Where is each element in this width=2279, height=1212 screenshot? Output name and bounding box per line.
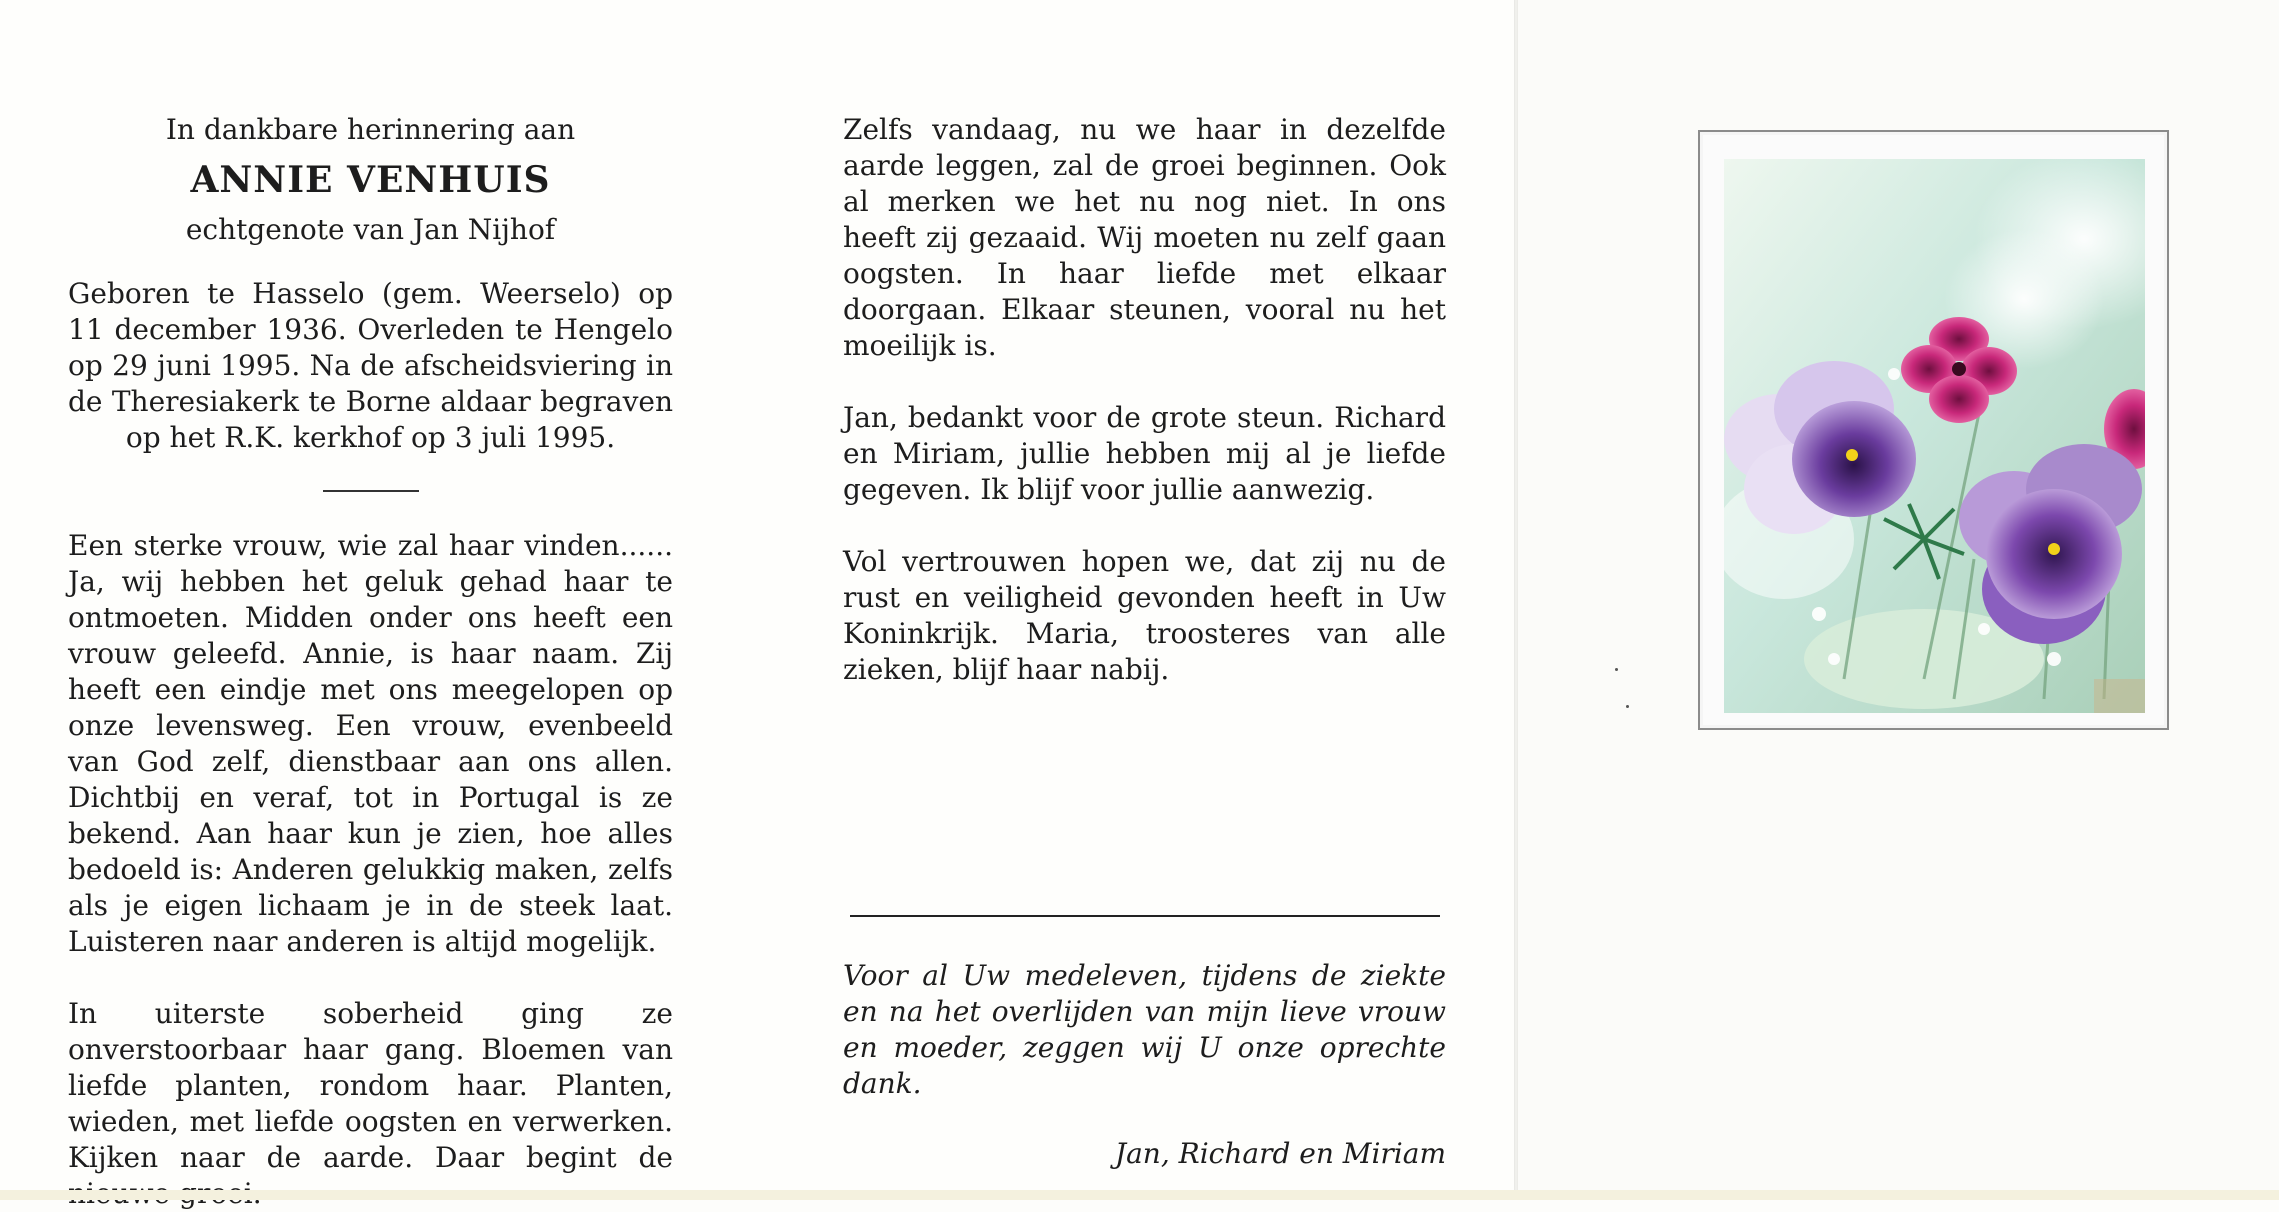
family-signature: Jan, Richard en Miriam — [1114, 1137, 1446, 1170]
biography-column — [68, 112, 673, 1212]
paper-speck — [1615, 668, 1618, 671]
thanks-text: Voor al Uw medeleven, tijdens de ziekte en na het overlijden van mijn lieve vrouw en moeder, zeggen wij U onze oprechte dank. — [843, 959, 1446, 1100]
reflection-paragraph-3: Vol vertrouwen hopen we, dat zij nu de rust en veiligheid gevonden heeft in Uw Koninkrijk. Maria, troosteres van alle zieken, blijf haar nabij. — [843, 545, 1446, 686]
short-divider — [323, 490, 419, 492]
reflection-paragraph-1: Zelfs vandaag, nu we haar in dezelfde aarde leggen, zal de groei beginnen. Ook al merken we het nu nog niet. In ons heeft zij gezaaid. Wij moeten nu zelf gaan oogsten. In haar liefde met elkaar doorgaan. Elkaar steunen, vooral nu het moeilijk is. — [843, 113, 1446, 362]
thanks-divider — [850, 915, 1440, 917]
reflection-column — [843, 112, 1446, 688]
pansy-illustration — [1724, 159, 2145, 713]
paper-speck — [1626, 705, 1629, 708]
dedication-line: In dankbare herinnering aan — [165, 113, 576, 146]
tribute-paragraph-2: In uiterste soberheid ging ze onverstoorbaar haar gang. Bloemen van liefde planten, rondom haar. Planten, wieden, met liefde oogsten en verwerken. Kijken naar de aarde. Daar begint de — [68, 997, 673, 1174]
pansy-photo — [1724, 159, 2145, 713]
bottom-edge — [0, 1190, 2279, 1200]
thanks-block — [843, 958, 1446, 1172]
flower-photo-frame — [1698, 130, 2169, 730]
reflection-paragraph-2: Jan, bedankt voor de grote steun. Richard en Miriam, jullie hebben mij al je liefde gegeven. Ik blijf voor jullie aanwezig. — [843, 401, 1446, 506]
tribute-paragraph-1: Een sterke vrouw, wie zal haar vinden...... Ja, wij hebben het geluk gehad haar te ontmoeten. Midden onder ons heeft een vrouw geleefd. Annie, is haar naam. Zij heeft een eindje met ons meegelopen op onze levensweg. Een vrouw, evenbeeld van God zelf, dienstbaar aan ons allen. Dichtbij en veraf, tot in Portugal is ze bekend. Aan haar kun je zien, hoe alles bedoeld is: Anderen gelukkig maken, zelfs als je eigen lichaam je in de steek laat. Luisteren naar anderen is altijd mogelijk. — [68, 529, 673, 958]
spouse-line: echtgenote van Jan Nijhof — [185, 213, 556, 246]
life-dates-paragraph: Geboren te Hasselo (gem. Weerselo) op 11 december 1936. Overleden te Hengelo op 29 juni 1995. Na de afscheidsviering in de Theresiakerk te Borne aldaar begraven op het R.K. kerkhof op 3 juli 1995. — [68, 277, 673, 454]
deceased-name: ANNIE VENHUIS — [190, 159, 551, 201]
